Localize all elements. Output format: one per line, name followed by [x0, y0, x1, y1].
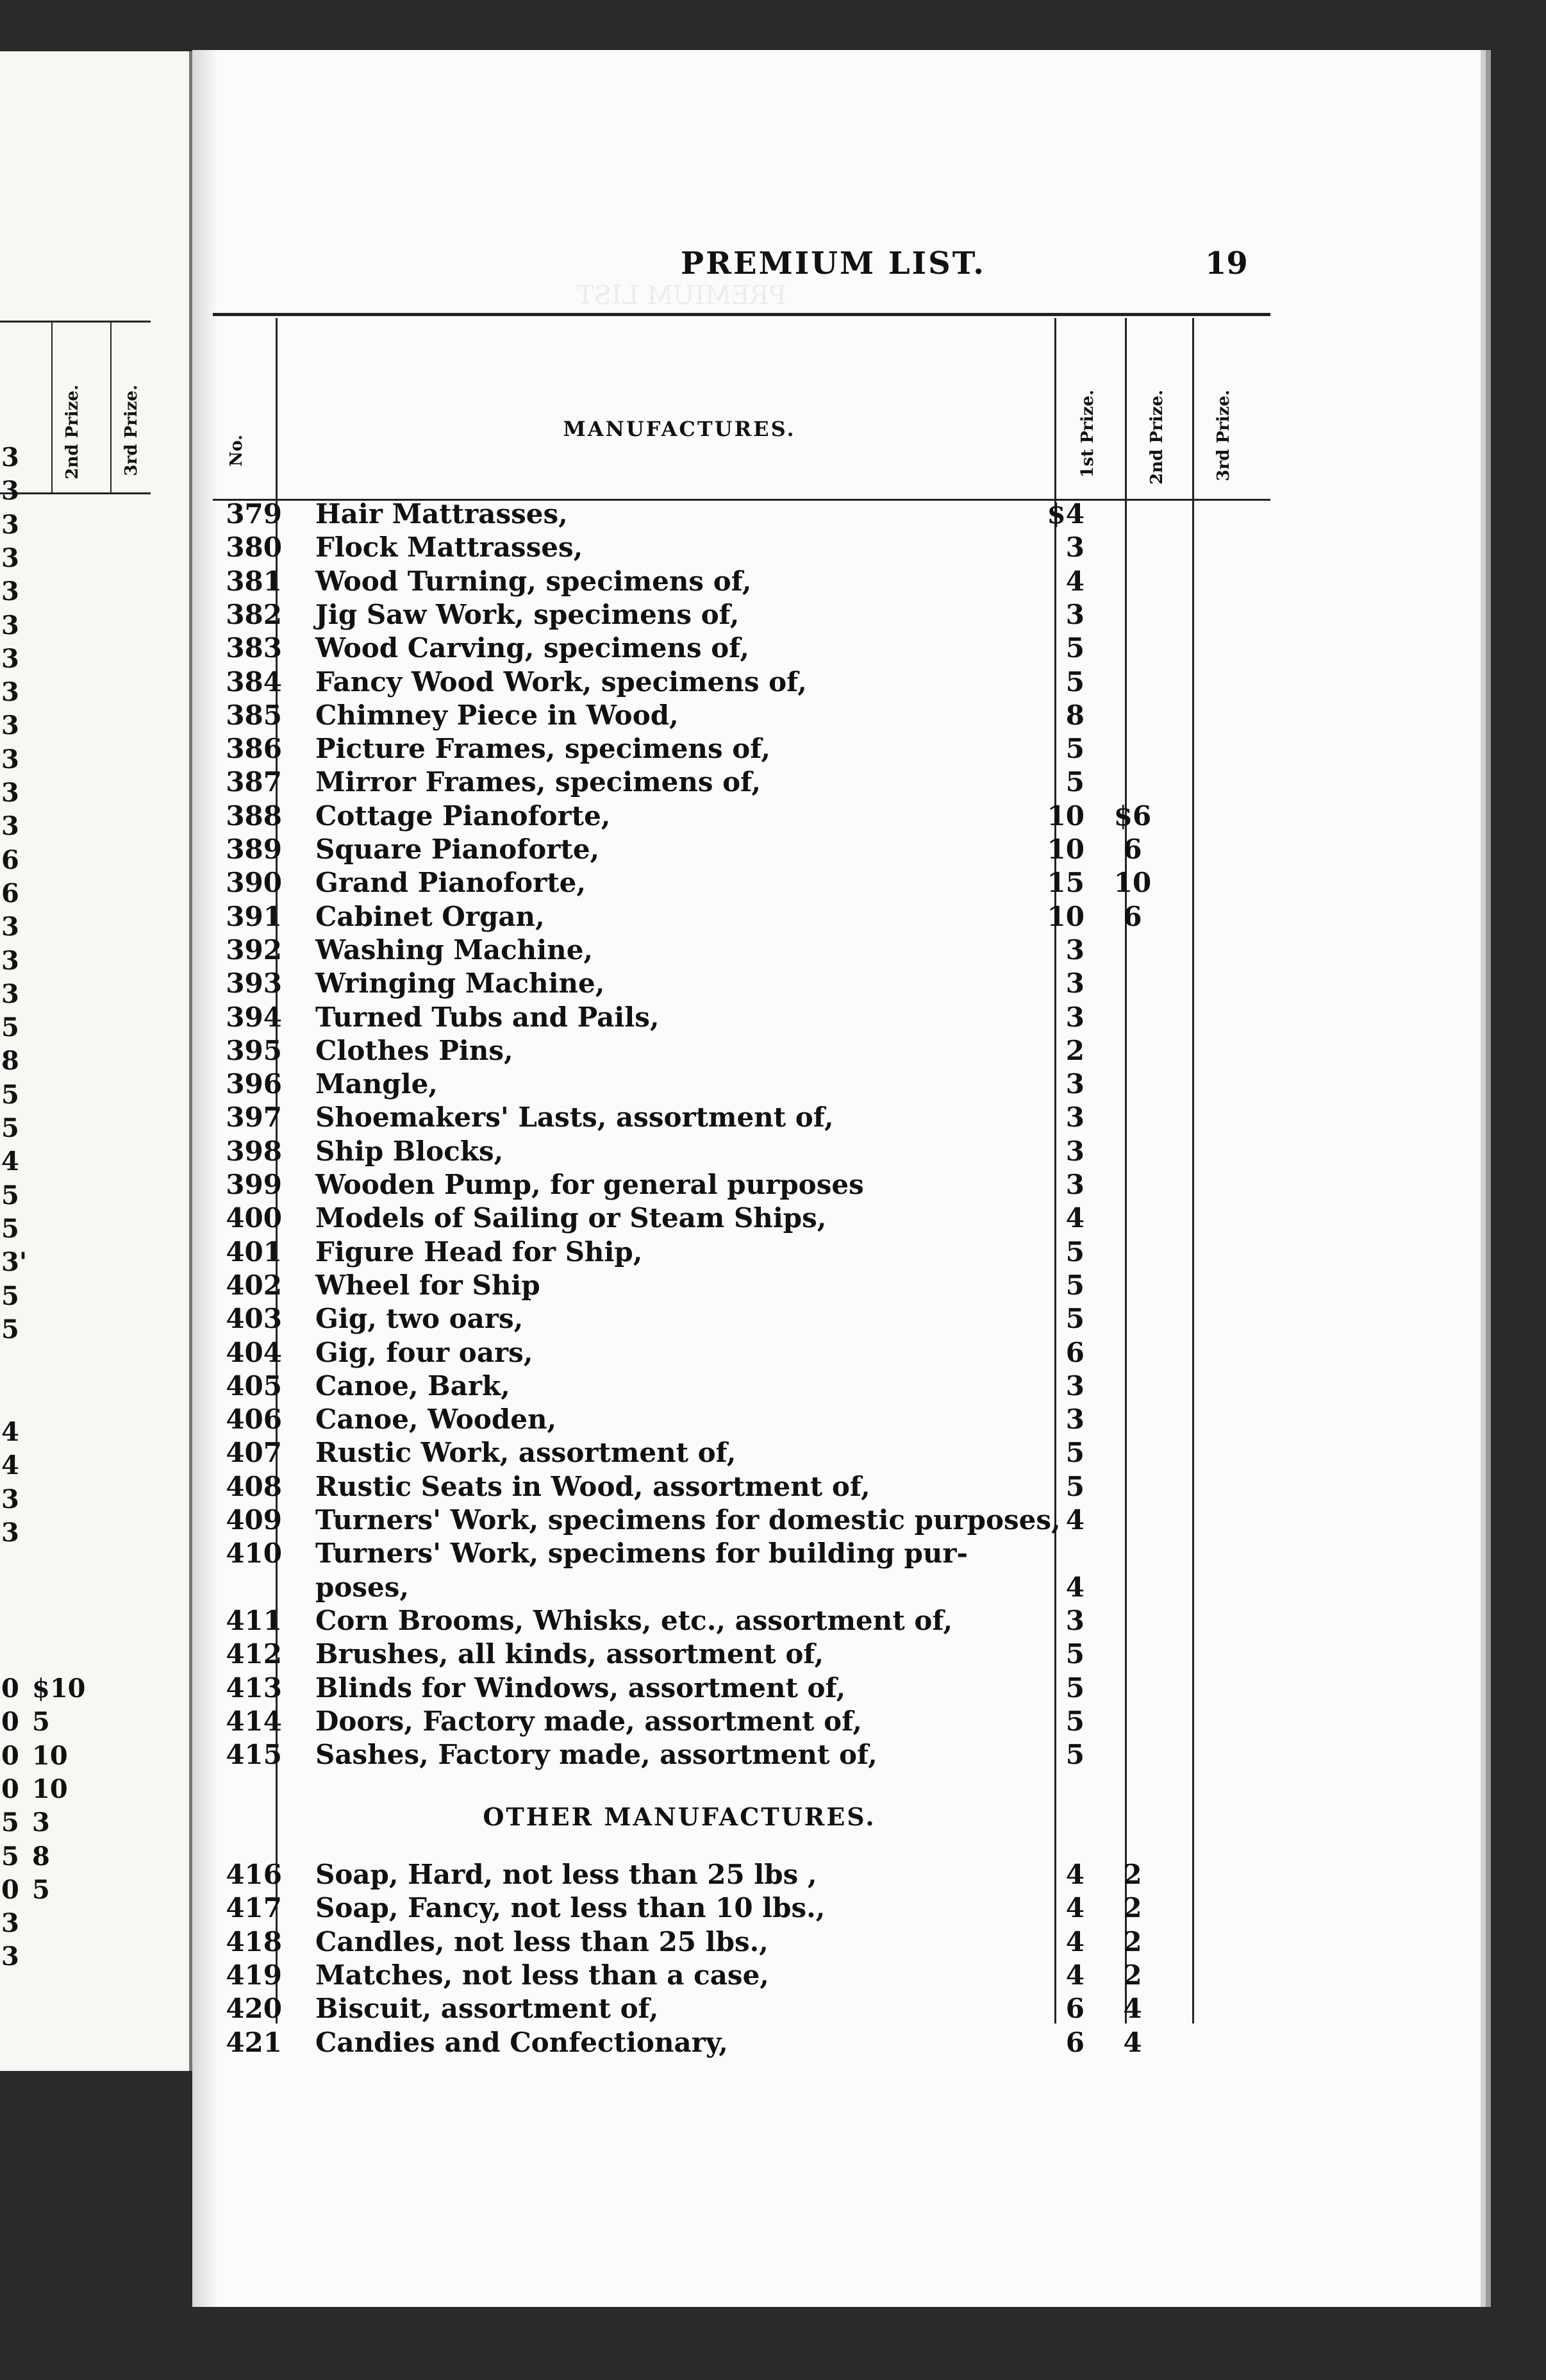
first-prize-value: 3 — [1065, 532, 1085, 564]
first-prize-value: 4 — [1065, 1859, 1085, 1890]
entry-number: 404 — [226, 1336, 282, 1368]
entry-description: Doors, Factory made, assortment of, — [315, 1705, 862, 1737]
entry-number: 399 — [226, 1169, 282, 1200]
first-prize-value: 5 — [1065, 1705, 1085, 1737]
first-prize-value: 5 — [1065, 1739, 1085, 1771]
left-page-value: 3 — [1, 542, 19, 573]
left-page-value: 5 — [1, 1079, 19, 1110]
first-prize-value: 6 — [1065, 2026, 1085, 2058]
left-page-value: 5 — [32, 1707, 50, 1738]
first-prize-value: 3 — [1065, 1370, 1085, 1402]
table-row — [213, 1168, 1290, 1202]
entry-description: Candies and Confectionary, — [315, 2026, 728, 2058]
left-page-value: 10 — [32, 1773, 68, 1804]
first-prize-value: 3 — [1065, 598, 1085, 630]
first-prize-value: 4 — [1065, 1571, 1085, 1603]
left-page-value: 3' — [1, 1247, 28, 1278]
left-page-value: 8 — [1, 1046, 19, 1077]
entry-description: Sashes, Factory made, assortment of, — [315, 1739, 877, 1771]
table-row — [213, 565, 1290, 598]
entry-number: 400 — [226, 1202, 282, 1234]
table-row — [213, 598, 1290, 632]
left-page-value: 3 — [1, 576, 19, 607]
left-page-value: 0 — [1, 1773, 19, 1804]
first-prize-value: 4 — [1065, 1892, 1085, 1924]
table-row — [213, 1034, 1290, 1068]
left-page-value: 3 — [1, 978, 19, 1009]
entry-description: Wringing Machine, — [315, 968, 605, 1000]
second-prize-value: 2 — [1123, 1892, 1142, 1924]
col-header-third-prize: 3rd Prize. — [1214, 390, 1233, 482]
left-page-value: 3 — [1, 1484, 19, 1514]
table-row — [213, 1992, 1290, 2025]
table-row — [213, 866, 1290, 900]
left-page-value: 6 — [1, 878, 19, 909]
entry-number: 398 — [226, 1135, 282, 1167]
left-page-value: 5 — [1, 1113, 19, 1143]
entry-number: 390 — [226, 867, 282, 899]
entry-number: 389 — [226, 834, 282, 865]
left-page-value: 5 — [1, 1807, 19, 1838]
table-row — [213, 1705, 1290, 1738]
entry-number: 387 — [226, 766, 282, 798]
left-page-value: 5 — [1, 1314, 19, 1345]
entry-number: 418 — [226, 1925, 282, 1957]
left-col-second-prize: 2nd Prize. — [63, 385, 82, 480]
second-prize-value: 6 — [1123, 834, 1142, 865]
entry-description: Rustic Work, assortment of, — [315, 1437, 736, 1469]
entry-description: Turners' Work, specimens for building pur- — [315, 1538, 968, 1570]
entry-number: 393 — [226, 968, 282, 1000]
left-page-value: 3 — [1, 811, 19, 842]
bleed-through-text: PREMIUM LIST — [577, 281, 786, 310]
table-row — [213, 1436, 1290, 1470]
left-page-value: 3 — [1, 509, 19, 540]
entry-description: Chimney Piece in Wood, — [315, 699, 679, 731]
left-page-value: 3 — [1, 744, 19, 775]
table-row — [213, 1336, 1290, 1370]
table-row — [213, 531, 1290, 564]
entry-description: Wheel for Ship — [315, 1269, 540, 1301]
first-prize-value: 5 — [1065, 1672, 1085, 1704]
table-row — [213, 1370, 1290, 1403]
entry-number: 383 — [226, 632, 282, 664]
entry-description: Candles, not less than 25 lbs., — [315, 1925, 769, 1957]
left-page-value: 3 — [1, 1517, 19, 1548]
left-page-value: 3 — [1, 643, 19, 674]
left-page-value: 4 — [1, 1417, 19, 1447]
entry-description: Soap, Hard, not less than 25 lbs , — [315, 1859, 817, 1890]
entry-description: Gig, two oars, — [315, 1303, 524, 1335]
first-prize-value: 3 — [1065, 1068, 1085, 1100]
first-prize-value: 5 — [1065, 632, 1085, 664]
table-row — [213, 2026, 1290, 2059]
table-row — [213, 1269, 1290, 1302]
table-row — [213, 1504, 1290, 1537]
entry-description: Cottage Pianoforte, — [315, 800, 611, 832]
entry-description: Mirror Frames, specimens of, — [315, 766, 761, 798]
second-prize-value: 2 — [1123, 1925, 1142, 1957]
table-row — [213, 1135, 1290, 1168]
page-title: PREMIUM LIST. — [681, 246, 986, 281]
entry-number: 394 — [226, 1001, 282, 1033]
table-row — [213, 967, 1290, 1000]
left-page-value: 3 — [1, 778, 19, 808]
second-prize-value: 6 — [1123, 900, 1142, 932]
document-page — [192, 50, 1481, 2307]
first-prize-value: 3 — [1065, 1604, 1085, 1636]
first-prize-value: 3 — [1065, 968, 1085, 1000]
entry-number: 421 — [226, 2026, 282, 2058]
entry-description: Picture Frames, specimens of, — [315, 733, 771, 765]
first-prize-value: 6 — [1065, 1993, 1085, 2025]
left-page-value: 5 — [1, 1841, 19, 1872]
table-row — [213, 800, 1290, 833]
entry-number: 403 — [226, 1303, 282, 1335]
entry-description: Soap, Fancy, not less than 10 lbs., — [315, 1892, 826, 1924]
entry-description: poses, — [315, 1571, 410, 1603]
entry-description: Jig Saw Work, specimens of, — [315, 598, 740, 630]
second-prize-value: $6 — [1113, 800, 1152, 832]
table-row — [213, 1537, 1290, 1570]
first-prize-value: 3 — [1065, 1135, 1085, 1167]
entry-description: Canoe, Wooden, — [315, 1404, 557, 1436]
left-page-value: 3 — [1, 1941, 19, 1972]
section-title-manufactures: MANUFACTURES. — [563, 417, 796, 441]
first-prize-value: $4 — [1047, 498, 1085, 530]
entry-number: 388 — [226, 800, 282, 832]
entry-number: 379 — [226, 498, 282, 530]
entry-number: 409 — [226, 1504, 282, 1536]
left-rule-head — [0, 492, 151, 494]
entry-description: Corn Brooms, Whisks, etc., assortment of, — [315, 1604, 953, 1636]
first-prize-value: 10 — [1047, 900, 1085, 932]
entry-description: Hair Mattrasses, — [315, 498, 568, 530]
first-prize-value: 2 — [1065, 1034, 1085, 1066]
entry-number: 407 — [226, 1437, 282, 1469]
col-header-first-prize: 1st Prize. — [1078, 390, 1097, 478]
second-prize-value: 2 — [1123, 1959, 1142, 1991]
second-prize-value: 2 — [1123, 1859, 1142, 1890]
table-row — [213, 1959, 1290, 1992]
table-row — [213, 1858, 1290, 1891]
table-row — [213, 1925, 1290, 1959]
left-page-value: 5 — [1, 1180, 19, 1211]
entry-number: 392 — [226, 934, 282, 966]
table-row — [213, 900, 1290, 934]
table-row — [213, 732, 1290, 766]
entry-description: Brushes, all kinds, assortment of, — [315, 1638, 824, 1670]
first-prize-value: 5 — [1065, 666, 1085, 698]
first-prize-value: 4 — [1065, 1925, 1085, 1957]
entry-number: 413 — [226, 1672, 282, 1704]
entry-number: 401 — [226, 1236, 282, 1268]
left-page-value: 0 — [1, 1874, 19, 1905]
left-page-value: 3 — [1, 1908, 19, 1939]
entry-description: Blinds for Windows, assortment of, — [315, 1672, 846, 1704]
table-row — [213, 666, 1290, 699]
entry-description: Wooden Pump, for general purposes — [315, 1169, 864, 1200]
left-page-value: 5 — [1, 1012, 19, 1043]
entry-description: Turned Tubs and Pails, — [315, 1001, 660, 1033]
entry-number: 416 — [226, 1859, 282, 1890]
entry-number: 419 — [226, 1959, 282, 1991]
table-row — [213, 833, 1290, 866]
entry-description: Wood Carving, specimens of, — [315, 632, 750, 664]
left-page-value: 3 — [1, 476, 19, 507]
first-prize-value: 3 — [1065, 934, 1085, 966]
first-prize-value: 5 — [1065, 1470, 1085, 1502]
entry-number: 386 — [226, 733, 282, 765]
left-page-value: 3 — [32, 1807, 50, 1838]
table-row — [213, 1891, 1290, 1925]
first-prize-value: 3 — [1065, 1001, 1085, 1033]
entry-description: Flock Mattrasses, — [315, 532, 583, 564]
table-row — [213, 1403, 1290, 1436]
table-row — [213, 1236, 1290, 1269]
entry-number: 408 — [226, 1470, 282, 1502]
table-row — [213, 632, 1290, 665]
left-page-value: 3 — [1, 912, 19, 943]
left-col-third-prize: 3rd Prize. — [122, 385, 141, 476]
entry-description: Turners' Work, specimens for domestic purposes, — [315, 1504, 1061, 1536]
entry-description: Wood Turning, specimens of, — [315, 565, 752, 597]
entry-description: Fancy Wood Work, specimens of, — [315, 666, 807, 698]
left-rule-top — [0, 321, 151, 323]
left-page-value: 3 — [1, 610, 19, 641]
second-prize-value: 10 — [1113, 867, 1152, 899]
table-row — [213, 1604, 1290, 1638]
table-row — [213, 498, 1290, 531]
entry-number: 412 — [226, 1638, 282, 1670]
entry-description: Models of Sailing or Steam Ships, — [315, 1202, 827, 1234]
section-title-other-manufactures: OTHER MANUFACTURES. — [483, 1802, 876, 1831]
left-page-value: 5 — [32, 1874, 50, 1905]
table-row — [213, 934, 1290, 967]
left-page-value: 0 — [1, 1740, 19, 1771]
second-prize-value: 4 — [1123, 2026, 1142, 2058]
table-row — [213, 1738, 1290, 1772]
first-prize-value: 6 — [1065, 1336, 1085, 1368]
entry-number: 411 — [226, 1604, 282, 1636]
entry-number: 414 — [226, 1705, 282, 1737]
entry-number: 385 — [226, 699, 282, 731]
first-prize-value: 10 — [1047, 834, 1085, 865]
first-prize-value: 5 — [1065, 1269, 1085, 1301]
left-page-value: 3 — [1, 442, 19, 473]
table-top-rule — [213, 313, 1270, 316]
left-page-value: 8 — [32, 1841, 50, 1872]
table-row — [213, 1638, 1290, 1671]
first-prize-value: 4 — [1065, 1959, 1085, 1991]
entry-description: Gig, four oars, — [315, 1336, 533, 1368]
entry-number: 384 — [226, 666, 282, 698]
table-row — [213, 766, 1290, 799]
entry-number: 402 — [226, 1269, 282, 1301]
left-page-value: 4 — [1, 1146, 19, 1177]
page-number: 19 — [1205, 246, 1248, 281]
left-page-value: 3 — [1, 677, 19, 708]
entry-description: Biscuit, assortment of, — [315, 1993, 659, 2025]
first-prize-value: 5 — [1065, 1303, 1085, 1335]
first-prize-value: 3 — [1065, 1404, 1085, 1436]
first-prize-value: 15 — [1047, 867, 1085, 899]
left-page-value: $10 — [32, 1673, 86, 1704]
entry-number: 380 — [226, 532, 282, 564]
col-header-second-prize: 2nd Prize. — [1147, 390, 1167, 485]
left-page-value: 3 — [1, 710, 19, 741]
entry-description: Ship Blocks, — [315, 1135, 504, 1167]
left-page-value: 10 — [32, 1740, 68, 1771]
table-row — [213, 1001, 1290, 1034]
table-row — [213, 1672, 1290, 1705]
table-row — [213, 1302, 1290, 1336]
entry-description: Matches, not less than a case, — [315, 1959, 769, 1991]
table-row — [213, 1202, 1290, 1235]
entry-number: 410 — [226, 1538, 282, 1570]
left-page-fragment — [0, 51, 193, 2071]
left-col-divider — [110, 321, 112, 494]
first-prize-value: 5 — [1065, 1638, 1085, 1670]
entry-number: 391 — [226, 900, 282, 932]
first-prize-value: 3 — [1065, 1169, 1085, 1200]
entry-number: 381 — [226, 565, 282, 597]
first-prize-value: 3 — [1065, 1102, 1085, 1134]
entry-description: Figure Head for Ship, — [315, 1236, 643, 1268]
first-prize-value: 5 — [1065, 1236, 1085, 1268]
left-page-value: 5 — [1, 1213, 19, 1244]
entry-number: 420 — [226, 1993, 282, 2025]
entry-number: 395 — [226, 1034, 282, 1066]
col-header-no: No. — [227, 435, 246, 467]
first-prize-value: 4 — [1065, 565, 1085, 597]
left-page-value: 5 — [1, 1280, 19, 1311]
left-page-value: 3 — [1, 945, 19, 976]
entry-description: Shoemakers' Lasts, assortment of, — [315, 1102, 834, 1134]
first-prize-value: 5 — [1065, 733, 1085, 765]
first-prize-value: 5 — [1065, 1437, 1085, 1469]
table-row — [213, 1101, 1290, 1134]
entry-number: 396 — [226, 1068, 282, 1100]
first-prize-value: 4 — [1065, 1202, 1085, 1234]
table-row — [213, 1571, 1290, 1604]
entry-description: Mangle, — [315, 1068, 438, 1100]
first-prize-value: 4 — [1065, 1504, 1085, 1536]
entry-description: Square Pianoforte, — [315, 834, 600, 865]
table-row — [213, 1068, 1290, 1101]
entry-number: 382 — [226, 598, 282, 630]
table-row — [213, 1470, 1290, 1504]
entry-number: 405 — [226, 1370, 282, 1402]
entry-number: 417 — [226, 1892, 282, 1924]
entry-description: Grand Pianoforte, — [315, 867, 586, 899]
left-col-divider — [51, 321, 53, 494]
first-prize-value: 10 — [1047, 800, 1085, 832]
entry-description: Washing Machine, — [315, 934, 594, 966]
second-prize-value: 4 — [1123, 1993, 1142, 2025]
left-page-value: 0 — [1, 1673, 19, 1704]
entry-description: Rustic Seats in Wood, assortment of, — [315, 1470, 870, 1502]
first-prize-value: 5 — [1065, 766, 1085, 798]
left-page-value: 0 — [1, 1707, 19, 1738]
entry-description: Canoe, Bark, — [315, 1370, 510, 1402]
entry-number: 406 — [226, 1404, 282, 1436]
entry-number: 397 — [226, 1102, 282, 1134]
entry-number: 415 — [226, 1739, 282, 1771]
entry-description: Clothes Pins, — [315, 1034, 513, 1066]
left-page-value: 4 — [1, 1450, 19, 1481]
entry-description: Cabinet Organ, — [315, 900, 545, 932]
first-prize-value: 8 — [1065, 699, 1085, 731]
table-row — [213, 699, 1290, 732]
left-page-value: 6 — [1, 844, 19, 875]
